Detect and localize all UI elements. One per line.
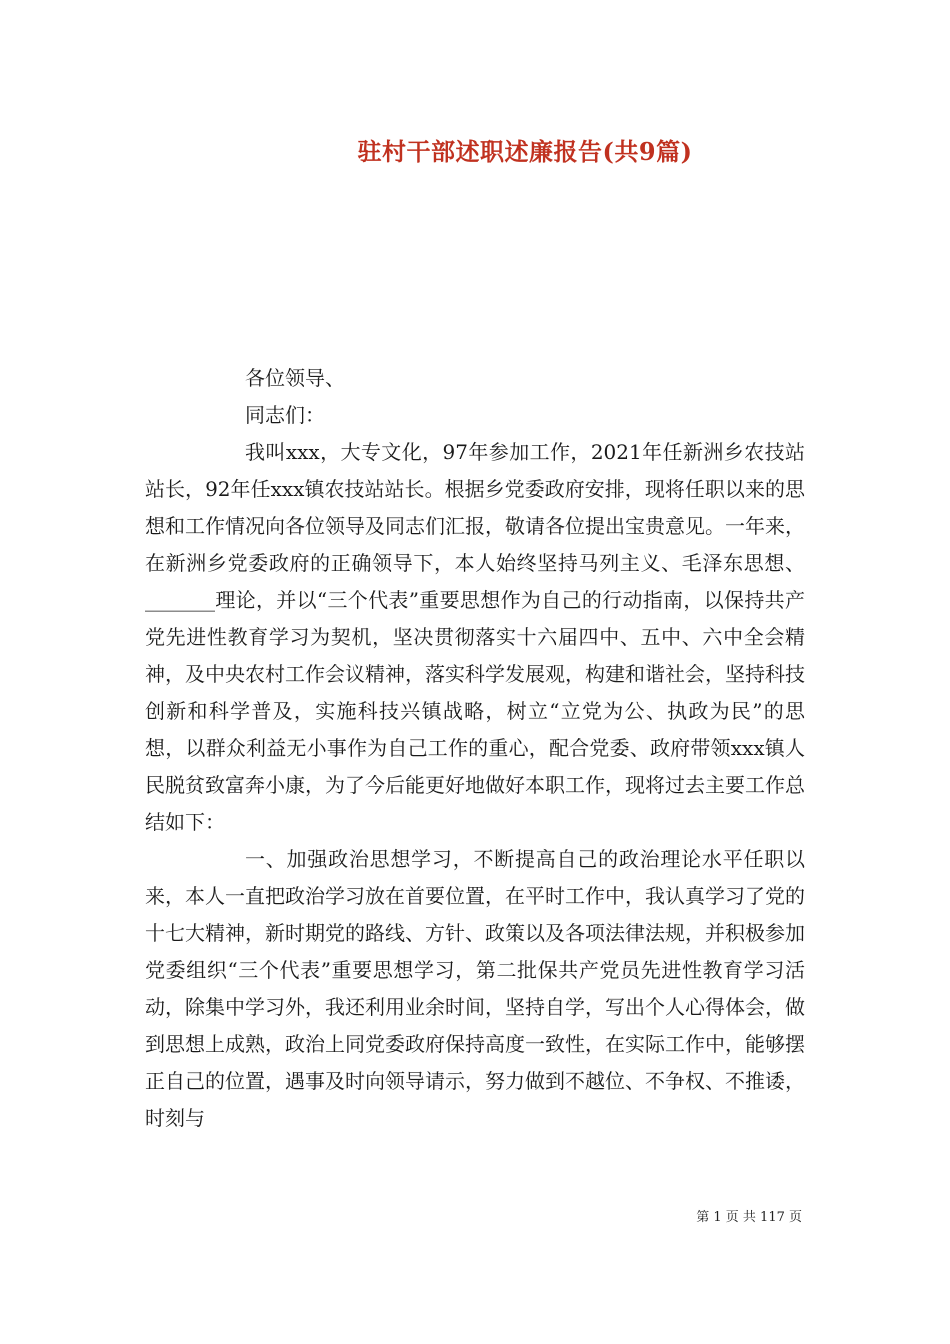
salutation-leaders: 各位领导、 (245, 366, 345, 390)
page-number: 第 1 页 共 117 页 (696, 1210, 802, 1225)
document-body (145, 360, 805, 1137)
salutation-comrades: 同志们： (245, 403, 325, 427)
document-title: 驻村干部述职述廉报告(共9篇) (357, 137, 693, 166)
paragraph-introduction: 我叫xxx，大专文化，97年参加工作，2021年任新洲乡农技站站长，92年任xxx镇农技站站长。根据乡党委政府安排，现将任职以来的思想和工作情况向各位领导及同志们汇报，敬请各位提出宝贵意见。一年来，在新洲乡党委政府的正确领导下，本人始终坚持马列主义、毛泽东思想、_______理论，并以“三个代表”重要思想作为自己的行动指南，以保持共产党先进性教育学习为契机，坚决贯彻落实十六届四中、五中、六中全会精神，及中央农村工作会议精神，落实科学发展观，构建和谐社会，坚持科技创新和科学普及，实施科技兴镇战略，树立“立党为公、执政为民”的思想，以群众利益无小事作为自己工作的重心，配合党委、政府带领xxx镇人民脱贫致富奔小康，为了今后能更好地做好本职工作，现将过去主要工作总结如下： (145, 440, 805, 834)
paragraph-section-one: 一、加强政治思想学习，不断提高自己的政治理论水平任职以来，本人一直把政治学习放在首要位置，在平时工作中，我认真学习了党的十七大精神，新时期党的路线、方针、政策以及各项法律法规，并积极参加党委组织“三个代表”重要思想学习，第二批保共产党员先进性教育学习活动，除集中学习外，我还利用业余时间，坚持自学，写出个人心得体会，做到思想上成熟，政治上同党委政府保持高度一致性，在实际工作中，能够摆正自己的位置，遇事及时向领导请示，努力做到不越位、不争权、不推诿，时刻与 (145, 847, 805, 1130)
